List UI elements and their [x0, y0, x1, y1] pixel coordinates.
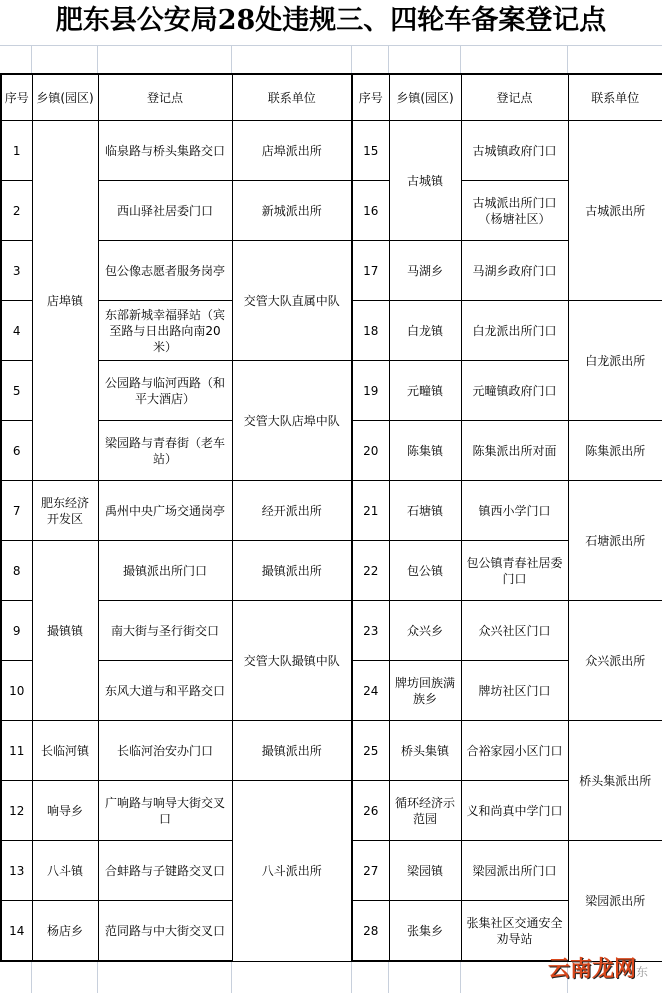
contact-unit: 新城派出所 [232, 181, 352, 241]
town-cell: 肥东经济开发区 [32, 481, 98, 541]
grid-line [460, 45, 461, 73]
registration-point: 牌坊社区门口 [461, 661, 568, 721]
row-number: 23 [352, 601, 389, 661]
grid-line [231, 960, 232, 993]
row-number: 26 [352, 781, 389, 841]
registration-point: 南大街与圣行街交口 [98, 601, 232, 661]
row-number: 3 [1, 241, 32, 301]
town-cell: 撮镇镇 [32, 541, 98, 721]
town-cell: 石塘镇 [389, 481, 461, 541]
town-cell: 店埠镇 [32, 121, 98, 481]
registration-table [0, 73, 662, 962]
registration-point: 长临河治安办门口 [98, 721, 232, 781]
row-number: 16 [352, 181, 389, 241]
town-cell: 长临河镇 [32, 721, 98, 781]
registration-point: 元疃镇政府门口 [461, 361, 568, 421]
grid-line [460, 960, 461, 993]
row-number: 22 [352, 541, 389, 601]
registration-point: 梁园派出所门口 [461, 841, 568, 901]
registration-point: 东风大道与和平路交口 [98, 661, 232, 721]
registration-point: 镇西小学门口 [461, 481, 568, 541]
header-point: 登记点 [98, 74, 232, 121]
registration-point: 合蚌路与子键路交叉口 [98, 841, 232, 901]
row-number: 24 [352, 661, 389, 721]
watermark-logo [548, 952, 648, 983]
registration-point: 合裕家园小区门口 [461, 721, 568, 781]
contact-unit: 交管大队直属中队 [232, 241, 352, 361]
contact-unit: 众兴派出所 [568, 601, 662, 721]
town-cell: 响导乡 [32, 781, 98, 841]
header-unit: 联系单位 [232, 74, 352, 121]
grid-line [351, 960, 352, 993]
row-number: 6 [1, 421, 32, 481]
header-row [1, 74, 662, 121]
grid-line [388, 960, 389, 993]
row-number: 4 [1, 301, 32, 361]
contact-unit: 陈集派出所 [568, 421, 662, 481]
table-row [1, 721, 662, 781]
table-row [1, 481, 662, 541]
town-cell: 众兴乡 [389, 601, 461, 661]
town-cell: 古城镇 [389, 121, 461, 241]
contact-unit: 撮镇派出所 [232, 721, 352, 781]
town-cell: 桥头集镇 [389, 721, 461, 781]
registration-point: 陈集派出所对面 [461, 421, 568, 481]
registration-point: 张集社区交通安全劝导站 [461, 901, 568, 962]
town-cell: 陈集镇 [389, 421, 461, 481]
row-number: 21 [352, 481, 389, 541]
registration-point: 义和尚真中学门口 [461, 781, 568, 841]
row-number: 17 [352, 241, 389, 301]
town-cell: 白龙镇 [389, 301, 461, 361]
town-cell: 杨店乡 [32, 901, 98, 962]
grid-line [351, 45, 352, 73]
row-number: 25 [352, 721, 389, 781]
town-cell: 牌坊回族满族乡 [389, 661, 461, 721]
registration-point: 梁园路与青春街（老车站） [98, 421, 232, 481]
row-number: 15 [352, 121, 389, 181]
contact-unit: 八斗派出所 [232, 781, 352, 962]
registration-point: 众兴社区门口 [461, 601, 568, 661]
town-cell: 八斗镇 [32, 841, 98, 901]
contact-unit: 石塘派出所 [568, 481, 662, 601]
row-number: 28 [352, 901, 389, 962]
row-number: 12 [1, 781, 32, 841]
grid-line [31, 45, 32, 73]
registration-point: 东部新城幸福驿站（宾至路与日出路向南20米） [98, 301, 232, 361]
row-number: 1 [1, 121, 32, 181]
registration-point: 白龙派出所门口 [461, 301, 568, 361]
grid-line [567, 45, 568, 73]
town-cell: 循环经济示范园 [389, 781, 461, 841]
registration-point: 古城镇政府门口 [461, 121, 568, 181]
contact-unit: 古城派出所 [568, 121, 662, 301]
row-number: 7 [1, 481, 32, 541]
grid-line [97, 45, 98, 73]
watermark-suffix: 东 [635, 965, 648, 979]
page-title: 肥东县公安局28处违规三、四轮车备案登记点 [0, 0, 662, 46]
town-cell: 马湖乡 [389, 241, 461, 301]
header-no: 序号 [352, 74, 389, 121]
contact-unit: 梁园派出所 [568, 841, 662, 962]
row-number: 27 [352, 841, 389, 901]
row-number: 10 [1, 661, 32, 721]
registration-point: 禹州中央广场交通岗亭 [98, 481, 232, 541]
registration-point: 马湖乡政府门口 [461, 241, 568, 301]
contact-unit: 白龙派出所 [568, 301, 662, 421]
row-number: 19 [352, 361, 389, 421]
grid-line [231, 45, 232, 73]
contact-unit: 交管大队店埠中队 [232, 361, 352, 481]
town-cell: 梁园镇 [389, 841, 461, 901]
contact-unit: 撮镇派出所 [232, 541, 352, 601]
grid-line [97, 960, 98, 993]
registration-point: 范同路与中大街交叉口 [98, 901, 232, 962]
row-number: 11 [1, 721, 32, 781]
town-cell: 张集乡 [389, 901, 461, 962]
registration-point: 西山驿社居委门口 [98, 181, 232, 241]
registration-point: 撮镇派出所门口 [98, 541, 232, 601]
table-row [1, 361, 662, 421]
contact-unit: 经开派出所 [232, 481, 352, 541]
table-row [1, 781, 662, 841]
table-row [1, 541, 662, 601]
contact-unit: 桥头集派出所 [568, 721, 662, 841]
grid-line [31, 960, 32, 993]
row-number: 2 [1, 181, 32, 241]
registration-point: 包公镇青春社居委门口 [461, 541, 568, 601]
row-number: 14 [1, 901, 32, 962]
row-number: 8 [1, 541, 32, 601]
registration-point: 广响路与响导大街交叉口 [98, 781, 232, 841]
table-row [1, 601, 662, 661]
header-town: 乡镇(园区) [32, 74, 98, 121]
header-town: 乡镇(园区) [389, 74, 461, 121]
row-number: 20 [352, 421, 389, 481]
table-row [1, 181, 662, 241]
grid-line [388, 45, 389, 73]
contact-unit: 店埠派出所 [232, 121, 352, 181]
row-number: 18 [352, 301, 389, 361]
header-point: 登记点 [461, 74, 568, 121]
registration-point: 包公像志愿者服务岗亭 [98, 241, 232, 301]
table-row [1, 121, 662, 181]
registration-point: 临泉路与桥头集路交口 [98, 121, 232, 181]
contact-unit: 交管大队撮镇中队 [232, 601, 352, 721]
row-number: 9 [1, 601, 32, 661]
registration-point: 公园路与临河西路（和平大酒店） [98, 361, 232, 421]
registration-point: 古城派出所门口（杨塘社区） [461, 181, 568, 241]
table-row [1, 241, 662, 301]
row-number: 5 [1, 361, 32, 421]
town-cell: 包公镇 [389, 541, 461, 601]
town-cell: 元疃镇 [389, 361, 461, 421]
header-unit: 联系单位 [568, 74, 662, 121]
row-number: 13 [1, 841, 32, 901]
watermark-logo-text: 云南龙网 [547, 957, 636, 982]
header-no: 序号 [1, 74, 32, 121]
